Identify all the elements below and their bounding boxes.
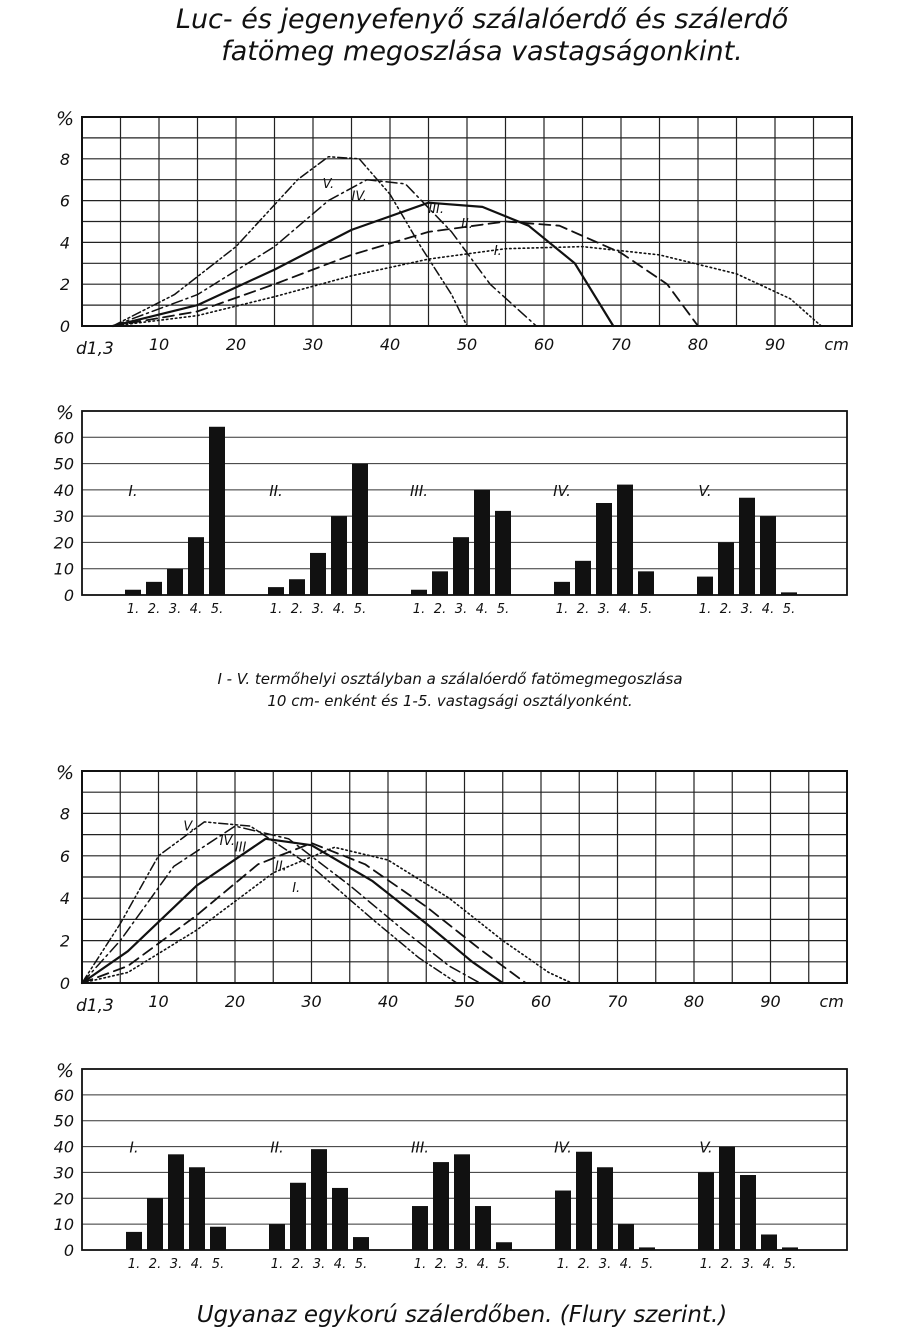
- bar-category-label: 4.: [332, 602, 346, 617]
- bar-category-label: 1.: [412, 602, 426, 617]
- bar-category-label: 3.: [169, 1257, 183, 1272]
- chart-even-aged-thickness-class-bars: [54, 1060, 847, 1272]
- series-line-5: [113, 157, 467, 326]
- bar-5-1: [698, 1172, 714, 1250]
- bar-3-1: [411, 590, 427, 595]
- x-tick-label: 20: [225, 335, 247, 354]
- y-axis-label: %: [56, 108, 75, 130]
- bar-category-label: 5.: [497, 1257, 511, 1272]
- bar-category-label: 5.: [783, 1257, 797, 1272]
- x-tick-label: 20: [224, 992, 246, 1011]
- x-tick-label: 10: [148, 992, 169, 1011]
- bar-category-label: 5.: [496, 602, 510, 617]
- bar-category-label: 4.: [761, 602, 775, 617]
- series-label-5: V.: [183, 819, 195, 835]
- bar-3-3: [454, 1154, 470, 1250]
- bar-category-label: 5.: [211, 1257, 225, 1272]
- series-label-3: III.: [428, 202, 445, 218]
- y-axis-label: %: [56, 762, 75, 784]
- x-tick-label: 80: [687, 335, 709, 354]
- bar-category-label: 1.: [127, 1257, 141, 1272]
- y-tick-label: 0: [59, 317, 70, 336]
- bar-category-label: 5.: [210, 602, 224, 617]
- bar-category-label: 5.: [639, 602, 653, 617]
- bar-category-label: 5.: [354, 1257, 368, 1272]
- bar-4-4: [617, 485, 633, 595]
- x-tick-label: 40: [379, 335, 401, 354]
- bar-3-4: [475, 1206, 491, 1250]
- y-tick-label: 30: [53, 507, 74, 527]
- group-label-3: III.: [409, 481, 429, 500]
- y-tick-label: 60: [53, 428, 74, 448]
- bar-category-label: 2.: [720, 1257, 734, 1272]
- bar-1-5: [209, 427, 225, 595]
- bar-1-1: [126, 1232, 142, 1250]
- chart-uneven-aged-diameter-curves: [56, 108, 852, 359]
- y-tick-label: 30: [53, 1163, 74, 1183]
- group-label-2: II.: [269, 481, 283, 500]
- bar-category-label: 4.: [619, 1257, 633, 1272]
- bar-2-2: [289, 579, 305, 595]
- bar-category-label: 1.: [556, 1257, 570, 1272]
- bar-category-label: 4.: [333, 1257, 347, 1272]
- bar-3-1: [412, 1206, 428, 1250]
- x-axis-unit: cm: [824, 335, 849, 354]
- y-tick-label: 6: [59, 846, 70, 866]
- series-label-4: IV.: [219, 834, 236, 850]
- y-axis-label: %: [56, 1060, 75, 1082]
- bar-category-label: 2.: [148, 1257, 162, 1272]
- group-label-5: V.: [699, 1138, 713, 1157]
- y-tick-label: 6: [59, 191, 70, 211]
- bar-category-label: 2.: [290, 602, 304, 617]
- bar-category-label: 1.: [698, 602, 712, 617]
- group-label-1: I.: [128, 481, 138, 500]
- bar-category-label: 5.: [782, 602, 796, 617]
- y-tick-label: 60: [53, 1085, 74, 1105]
- x-tick-label: 10: [148, 335, 170, 354]
- bar-2-3: [310, 553, 326, 595]
- bar-category-label: 1.: [269, 602, 283, 617]
- bar-category-label: 3.: [454, 602, 468, 617]
- bar-3-4: [474, 490, 490, 595]
- caption-middle-line-2: 10 cm- enként és 1-5. vastagsági osztályonként.: [267, 692, 633, 710]
- bar-2-1: [268, 587, 284, 595]
- bar-5-5: [782, 1247, 798, 1250]
- bar-2-4: [331, 516, 347, 595]
- bar-5-3: [739, 498, 755, 595]
- group-label-4: IV.: [553, 481, 571, 500]
- y-tick-label: 0: [59, 974, 70, 993]
- series-label-3: III.: [234, 840, 251, 856]
- bar-4-1: [554, 582, 570, 595]
- y-tick-label: 50: [53, 454, 74, 474]
- x-tick-label: 40: [377, 992, 399, 1011]
- group-label-4: IV.: [554, 1138, 572, 1157]
- bar-4-1: [555, 1191, 571, 1250]
- series-label-4: IV.: [351, 189, 367, 205]
- grid: [82, 771, 847, 983]
- bar-category-label: 2.: [576, 602, 590, 617]
- bar-category-label: 4.: [190, 1257, 204, 1272]
- group-label-5: V.: [698, 481, 712, 500]
- x-tick-label: 90: [760, 992, 781, 1011]
- group-label-1: I.: [129, 1138, 139, 1157]
- bar-category-label: 1.: [270, 1257, 284, 1272]
- bar-category-label: 3.: [311, 602, 325, 617]
- bar-category-label: 3.: [455, 1257, 469, 1272]
- bar-1-5: [210, 1227, 226, 1250]
- bar-category-label: 2.: [434, 1257, 448, 1272]
- x-tick-label: 50: [454, 992, 475, 1011]
- chart-even-aged-diameter-curves: [56, 762, 847, 1016]
- x-tick-label: 30: [302, 335, 324, 354]
- series-line-4: [113, 180, 537, 326]
- bar-5-4: [760, 516, 776, 595]
- bar-4-3: [596, 503, 612, 595]
- bar-2-2: [290, 1183, 306, 1250]
- bar-4-5: [638, 571, 654, 595]
- x-tick-label: 60: [533, 335, 555, 354]
- y-tick-label: 8: [59, 804, 70, 824]
- bar-4-5: [639, 1247, 655, 1250]
- bar-3-5: [496, 1242, 512, 1250]
- x-tick-label: 70: [610, 335, 632, 354]
- bar-5-1: [697, 577, 713, 595]
- y-axis-label: %: [56, 402, 75, 424]
- bar-category-label: 3.: [741, 1257, 755, 1272]
- y-tick-label: 40: [53, 480, 74, 500]
- group-label-2: II.: [270, 1138, 284, 1157]
- bar-3-3: [453, 537, 469, 595]
- bar-5-3: [740, 1175, 756, 1250]
- y-tick-label: 2: [59, 931, 70, 951]
- bar-category-label: 4.: [476, 1257, 490, 1272]
- bar-3-2: [432, 571, 448, 595]
- bar-category-label: 2.: [291, 1257, 305, 1272]
- x-tick-label: 90: [764, 335, 786, 354]
- bar-1-3: [167, 569, 183, 595]
- bar-category-label: 4.: [618, 602, 632, 617]
- bar-1-4: [188, 537, 204, 595]
- bar-4-2: [575, 561, 591, 595]
- x-origin-label: d1,3: [76, 996, 114, 1016]
- bar-5-5: [781, 592, 797, 595]
- bar-category-label: 1.: [699, 1257, 713, 1272]
- y-tick-label: 20: [53, 1189, 74, 1209]
- bar-category-label: 3.: [597, 602, 611, 617]
- y-tick-label: 4: [59, 233, 70, 253]
- bar-1-3: [168, 1154, 184, 1250]
- bar-category-label: 2.: [433, 602, 447, 617]
- series-label-2: II.: [461, 216, 473, 232]
- y-tick-label: 8: [59, 149, 70, 169]
- bar-1-2: [147, 1198, 163, 1250]
- bar-category-label: 3.: [168, 602, 182, 617]
- bar-4-4: [618, 1224, 634, 1250]
- series-label-1: I.: [493, 243, 502, 259]
- bar-3-2: [433, 1162, 449, 1250]
- bar-1-4: [189, 1167, 205, 1250]
- figure-title-line-2: fatömeg megoszlása vastagságonkint.: [221, 36, 743, 67]
- bar-category-label: 2.: [719, 602, 733, 617]
- y-tick-label: 10: [53, 559, 74, 579]
- y-tick-label: 40: [53, 1137, 74, 1157]
- bar-category-label: 4.: [762, 1257, 776, 1272]
- bar-category-label: 4.: [475, 602, 489, 617]
- series-label-5: V.: [322, 177, 335, 193]
- y-tick-label: 0: [63, 586, 74, 605]
- bar-category-label: 3.: [312, 1257, 326, 1272]
- bar-category-label: 1.: [126, 602, 140, 617]
- bar-2-5: [353, 1237, 369, 1250]
- y-tick-label: 0: [63, 1241, 74, 1260]
- bar-4-3: [597, 1167, 613, 1250]
- x-tick-label: 80: [683, 992, 705, 1011]
- bar-2-3: [311, 1149, 327, 1250]
- bar-category-label: 5.: [640, 1257, 654, 1272]
- chart-uneven-aged-thickness-class-bars: [54, 402, 847, 617]
- figure-title-line-1: Luc- és jegenyefenyő szálalóerdő és szálerdő: [175, 4, 789, 35]
- bar-category-label: 1.: [413, 1257, 427, 1272]
- bar-5-2: [719, 1147, 735, 1250]
- y-tick-label: 2: [59, 275, 70, 295]
- bar-category-label: 2.: [577, 1257, 591, 1272]
- bar-1-2: [146, 582, 162, 595]
- x-origin-label: d1,3: [76, 339, 114, 359]
- series-label-1: I.: [292, 880, 301, 896]
- caption-middle-line-1: I - V. termőhelyi osztályban a szálalóerdő fatömegmegoszlása: [217, 670, 683, 688]
- x-tick-label: 30: [301, 992, 322, 1011]
- bar-2-4: [332, 1188, 348, 1250]
- bar-5-2: [718, 542, 734, 595]
- bar-2-1: [269, 1224, 285, 1250]
- bar-category-label: 3.: [740, 602, 754, 617]
- y-tick-label: 10: [53, 1215, 74, 1235]
- x-tick-label: 50: [456, 335, 478, 354]
- caption-bottom: Ugyanaz egykorú szálerdőben. (Flury szerint.): [196, 1302, 728, 1328]
- y-tick-label: 20: [53, 533, 74, 553]
- x-tick-label: 60: [530, 992, 552, 1011]
- series-label-2: II.: [274, 859, 287, 875]
- bar-2-5: [352, 464, 368, 595]
- bar-1-1: [125, 590, 141, 595]
- bar-category-label: 1.: [555, 602, 569, 617]
- bar-4-2: [576, 1152, 592, 1250]
- bar-3-5: [495, 511, 511, 595]
- bar-category-label: 5.: [353, 602, 367, 617]
- group-label-3: III.: [410, 1138, 430, 1157]
- x-tick-label: 70: [607, 992, 628, 1011]
- bar-category-label: 4.: [189, 602, 203, 617]
- x-axis-unit: cm: [819, 992, 844, 1011]
- y-tick-label: 4: [59, 889, 70, 909]
- bar-category-label: 2.: [147, 602, 161, 617]
- bar-5-4: [761, 1234, 777, 1250]
- y-tick-label: 50: [53, 1111, 74, 1131]
- bar-category-label: 3.: [598, 1257, 612, 1272]
